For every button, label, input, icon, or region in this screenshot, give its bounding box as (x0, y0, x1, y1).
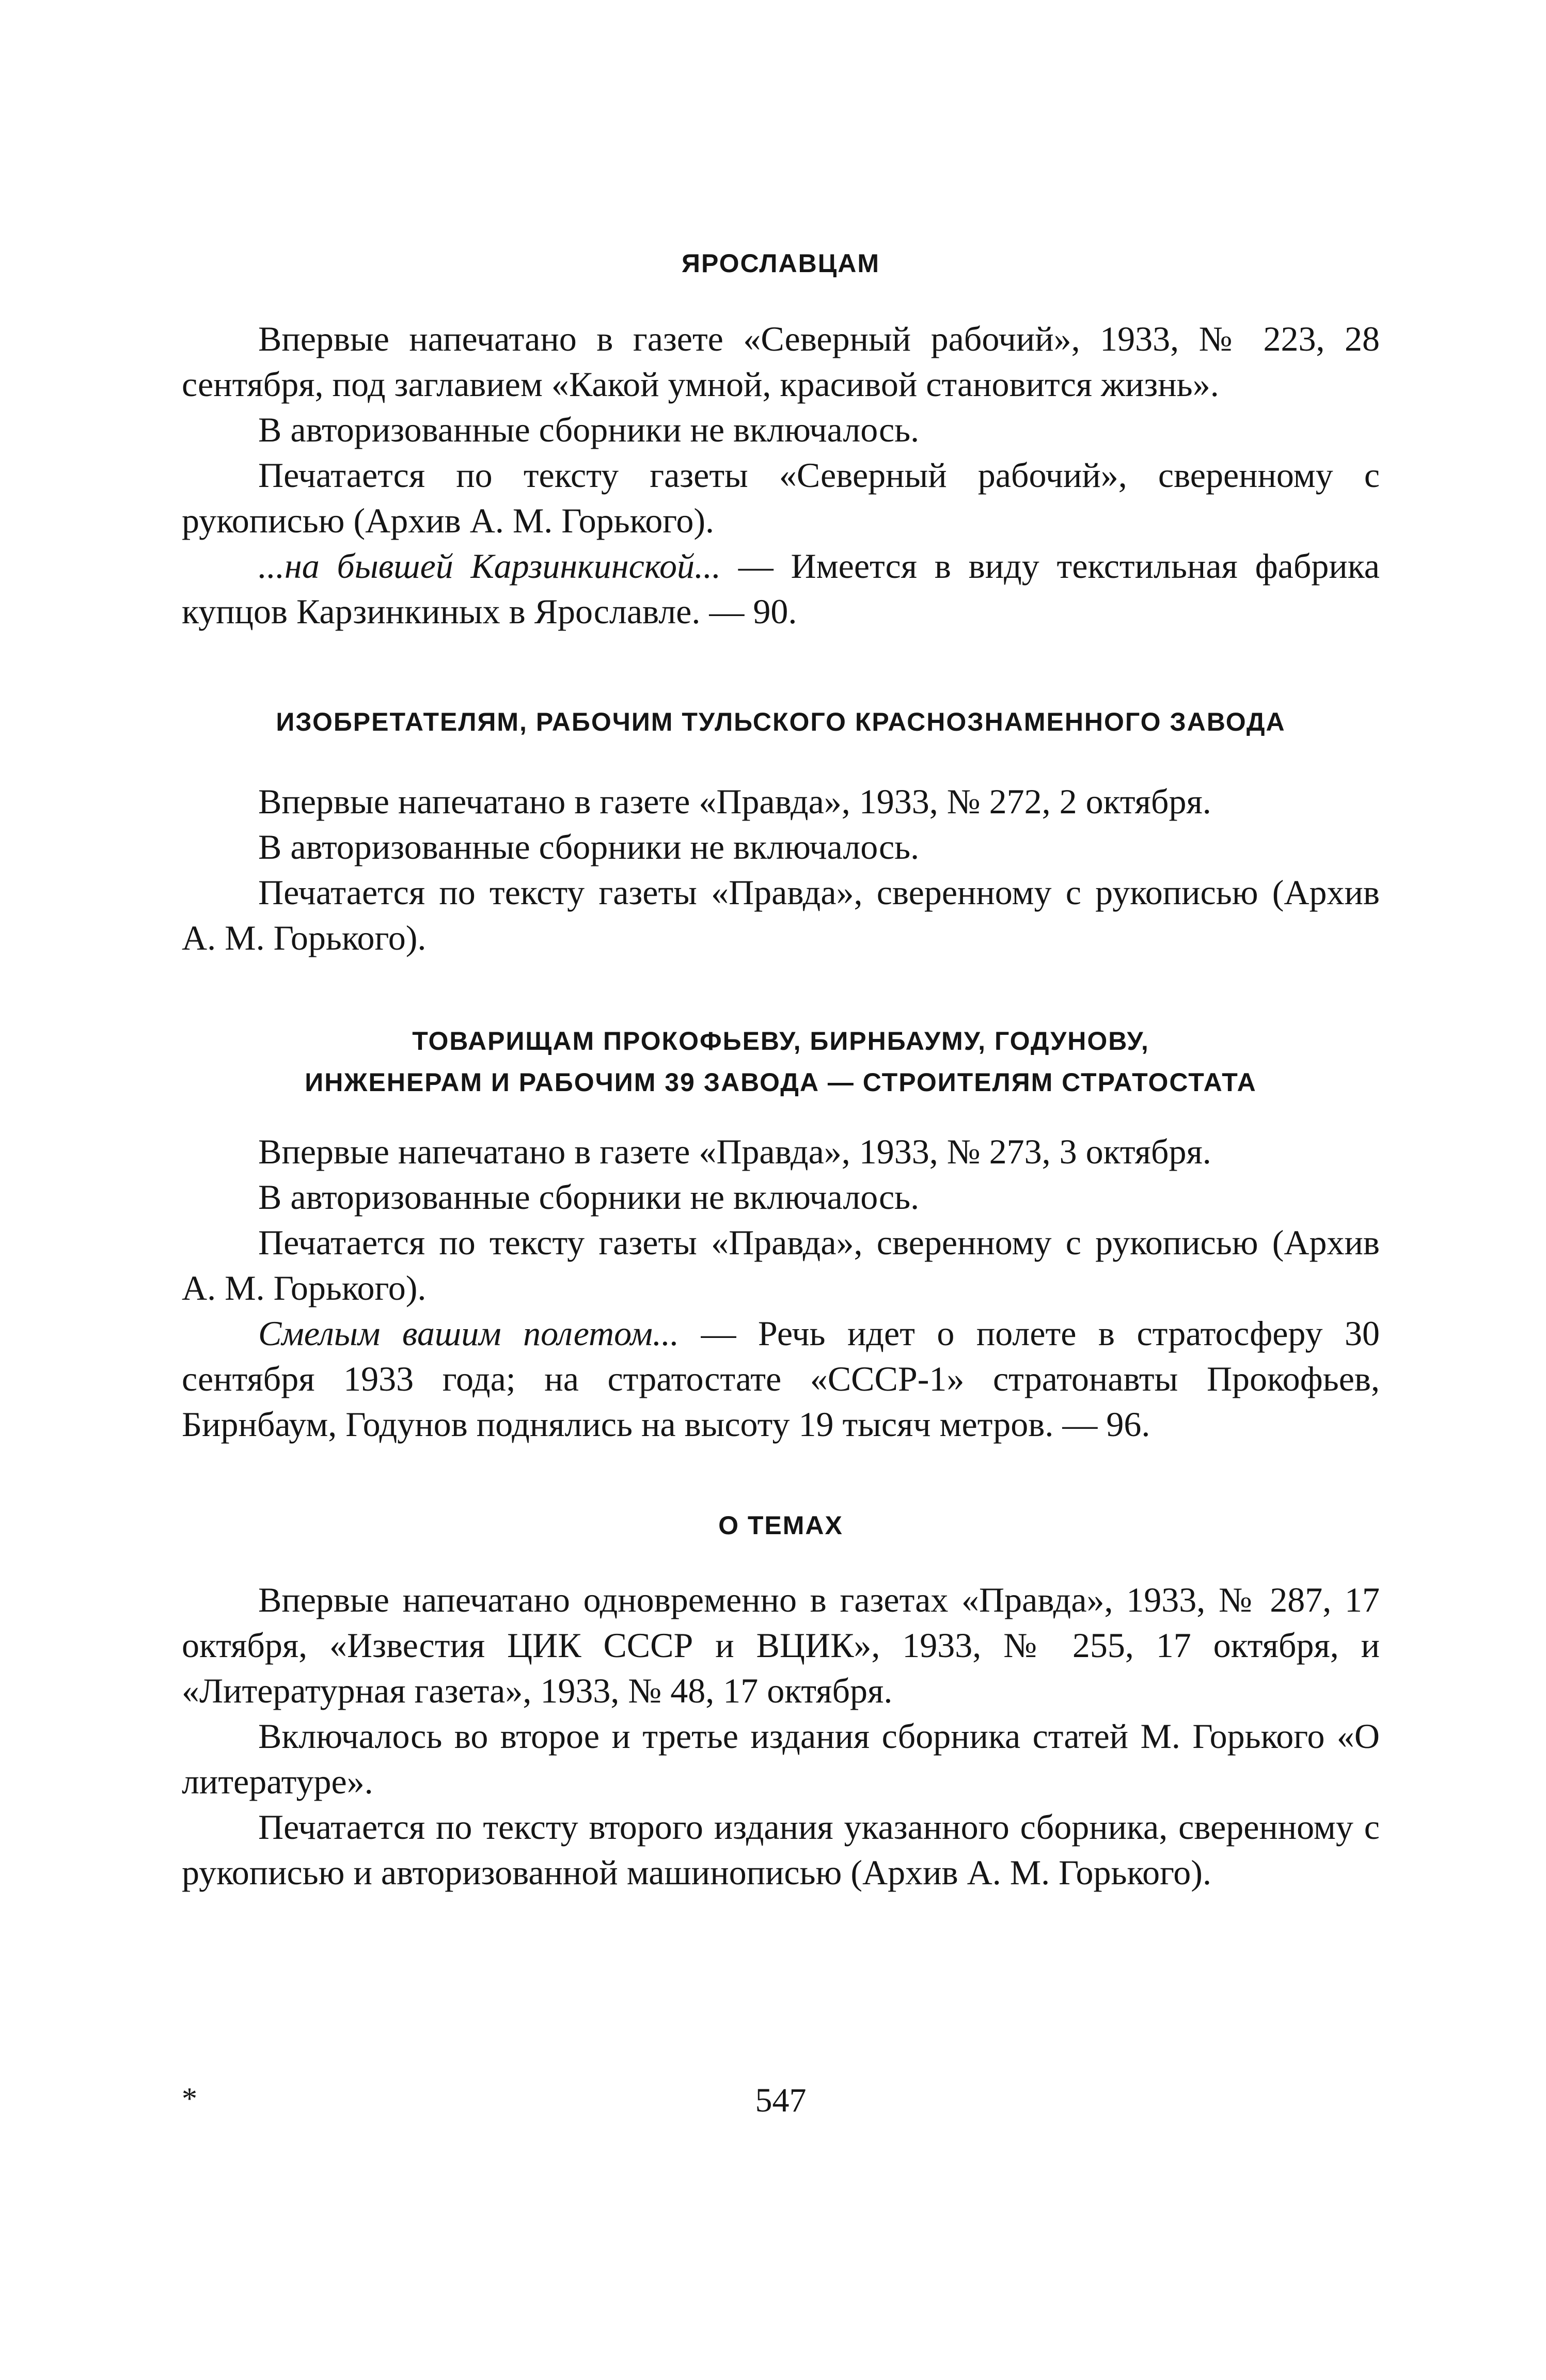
page-body (182, 243, 1380, 1895)
paragraph-collections: В авторизованные сборники не включалось. (258, 410, 920, 449)
section-yaroslavtsam (182, 243, 1380, 634)
paragraph-collections: Включалось во второе и третье издания сборника статей М. Горького «О литературе». (182, 1716, 1380, 1801)
note-quote: ...на бывшей Карзинкинской... (258, 546, 721, 586)
section-stratostat (182, 1020, 1380, 1447)
section-tula-factory (182, 701, 1380, 960)
paragraph-collections: В авторизованные сборники не включалось. (258, 1177, 920, 1217)
section-title: ИЗОБРЕТАТЕЛЯМ, РАБОЧИМ ТУЛЬСКОГО КРАСНОЗНАМЕННОГО ЗАВОДА (276, 707, 1286, 736)
paragraph-publication: Впервые напечатано одновременно в газетах «Правда», 1933, № 287, 17 октября, «Известия ЦИК СССР и ВЦИК», 1933, № 255, 17 октября, и «Литературная газета», 1933, № 48, 17 октября. (182, 1580, 1380, 1710)
note-quote: Смелым вашим полетом... (258, 1314, 679, 1353)
section-o-temakh (182, 1505, 1380, 1895)
paragraph-collections: В авторизованные сборники не включалось. (258, 827, 920, 866)
page-number: 547 (755, 2082, 807, 2119)
section-title-line-2: ИНЖЕНЕРАМ И РАБОЧИМ 39 ЗАВОДА — СТРОИТЕЛЯМ СТРАТОСТАТА (305, 1068, 1257, 1097)
signature-marker: * (182, 2082, 197, 2116)
paragraph-source: Печатается по тексту газеты «Правда», сверенному с рукописью (Архив А. М. Горького). (182, 1223, 1380, 1307)
paragraph-source: Печатается по тексту второго издания указанного сборника, сверенному с рукописью и авторизованной машинописью (Архив А. М. Горького). (182, 1807, 1380, 1892)
section-title: ЯРОСЛАВЦАМ (682, 249, 880, 278)
paragraph-note (182, 1311, 1380, 1447)
paragraph-source: Печатается по тексту газеты «Правда», сверенному с рукописью (Архив А. М. Горького). (182, 873, 1380, 957)
paragraph-source: Печатается по тексту газеты «Северный рабочий», сверенному с рукописью (Архив А. М. Горького). (182, 455, 1380, 540)
paragraph-publication: Впервые напечатано в газете «Правда», 1933, № 272, 2 октября. (258, 782, 1211, 821)
paragraph-publication: Впервые напечатано в газете «Северный рабочий», 1933, № 223, 28 сентября, под заглавием «Какой умной, красивой становится жизнь». (182, 319, 1380, 404)
page-footer (182, 2081, 1380, 2127)
section-title-line-1: ТОВАРИЩАМ ПРОКОФЬЕВУ, БИРНБАУМУ, ГОДУНОВУ, (412, 1027, 1149, 1055)
paragraph-note (182, 543, 1380, 634)
note-text: — Речь идет о полете в стратосферу 30 сентября 1933 года; на стратостате «СССР-1» стратонавты Прокофьев, Бирнбаум, Годунов поднялись на высоту 19 тысяч метров. — 96. (182, 1314, 1380, 1444)
paragraph-publication: Впервые напечатано в газете «Правда», 1933, № 273, 3 октября. (258, 1132, 1211, 1171)
note-text: — Имеется в виду текстильная фабрика купцов Карзинкиных в Ярославле. — 90. (182, 546, 1380, 631)
section-title: О ТЕМАХ (718, 1511, 843, 1540)
section-title (182, 1020, 1380, 1103)
